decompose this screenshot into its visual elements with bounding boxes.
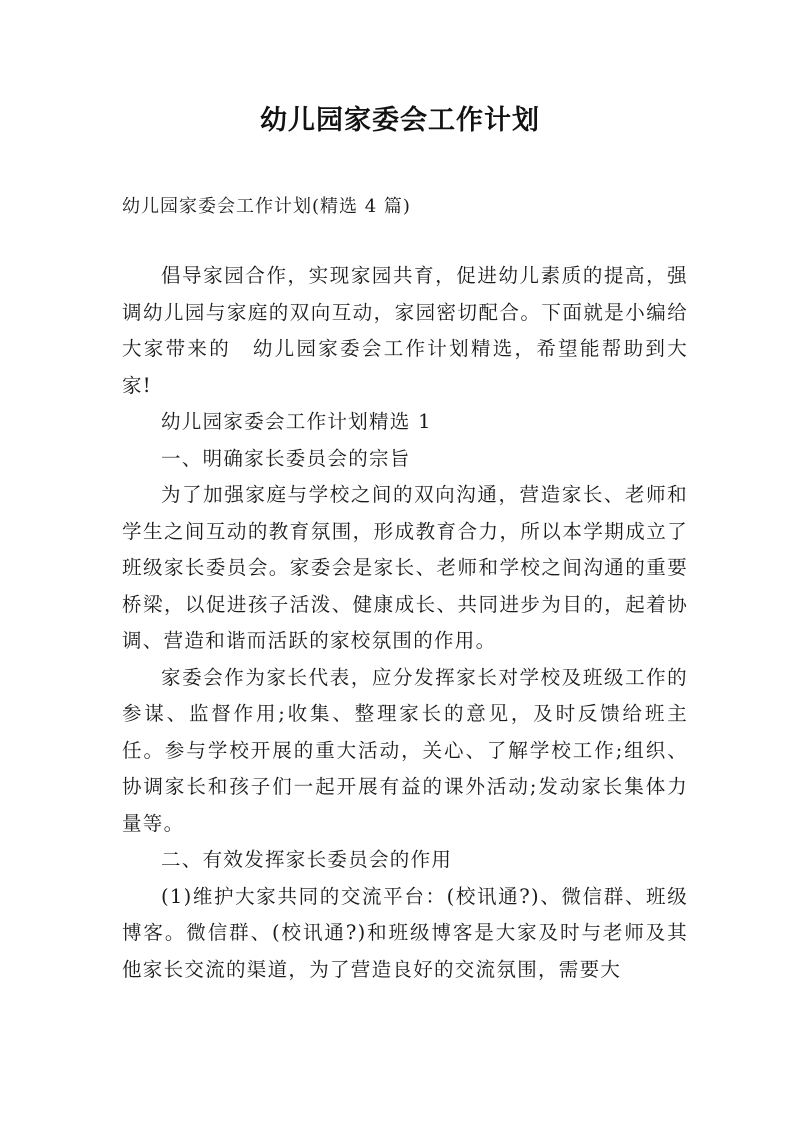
body-paragraph: (1)维护大家共同的交流平台：(校讯通?)、微信群、班级博客。微信群、(校讯通?)和班级博客是大家及时与老师及其他家长交流的渠道，为了营造良好的交流氛围，需要大 bbox=[122, 884, 688, 981]
section-heading: 幼儿园家委会工作计划精选 1 bbox=[161, 410, 432, 433]
document-title: 幼儿园家委会工作计划 bbox=[260, 105, 540, 136]
intro-paragraph: 倡导家园合作，实现家园共育，促进幼儿素质的提高，强调幼儿园与家庭的双向互动，家园密切配合。下面就是小编给大家带来的 幼儿园家委会工作计划精选，希望能帮助到大家! bbox=[122, 264, 688, 397]
subsection-heading: 二、有效发挥家长委员会的作用 bbox=[161, 848, 453, 871]
body-paragraph: 家委会作为家长代表，应分发挥家长对学校及班级工作的参谋、监督作用;收集、整理家长的意见，及时反馈给班主任。参与学校开展的重大活动，关心、了解学校工作;组织、协调家长和孩子们一起开展有益的课外活动;发动家长集体力量等。 bbox=[122, 665, 688, 835]
document-subtitle: 幼儿园家委会工作计划(精选 4 篇) bbox=[122, 196, 411, 217]
body-paragraph: 为了加强家庭与学校之间的双向沟通，营造家长、老师和学生之间互动的教育氛围，形成教育合力，所以本学期成立了班级家长委员会。家委会是家长、老师和学校之间沟通的重要桥梁，以促进孩子活泼、健康成长、共同进步为目的，起着协调、营造和谐而活跃的家校氛围的作用。 bbox=[122, 483, 688, 652]
subsection-heading: 一、明确家长委员会的宗旨 bbox=[161, 446, 411, 470]
document-body bbox=[122, 258, 688, 988]
